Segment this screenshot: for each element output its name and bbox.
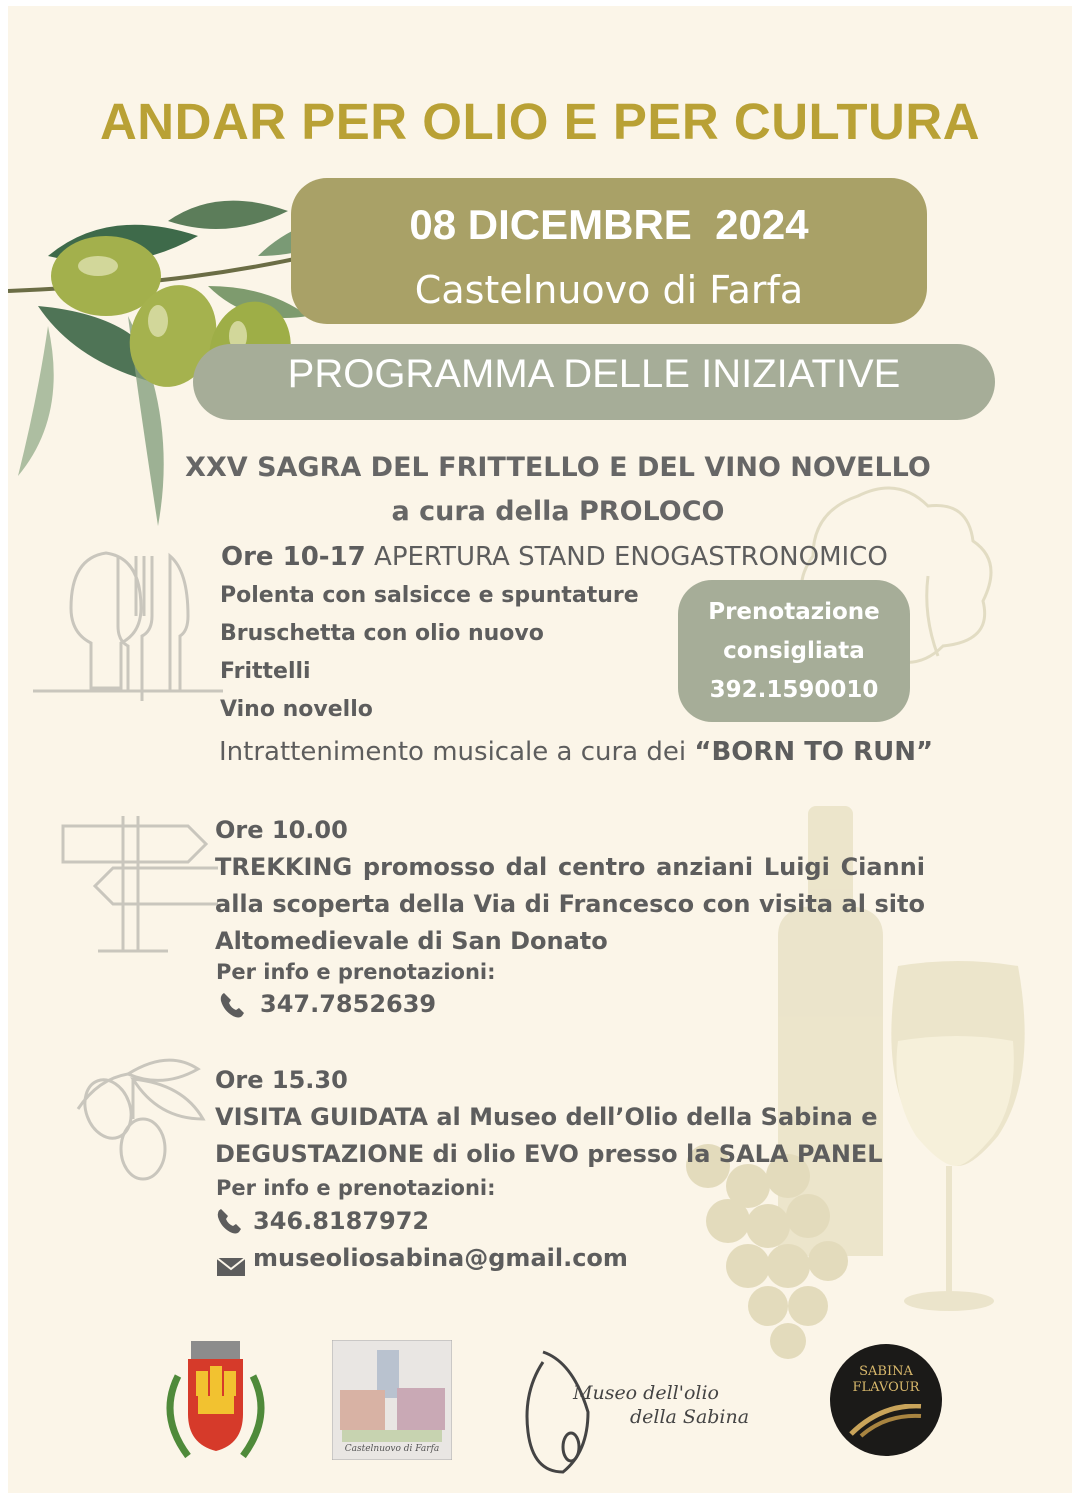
music-band: “BORN TO RUN” <box>694 737 934 767</box>
music-text: Intrattenimento musicale a cura dei <box>219 737 695 767</box>
sabina-flavour-logo <box>830 1344 942 1456</box>
music-line <box>219 737 933 767</box>
trekking-description <box>215 849 925 960</box>
booking-label: Prenotazione <box>708 599 880 625</box>
sagra-title: XXV SAGRA DEL FRITTELLO E DEL VINO NOVELLO <box>185 452 931 483</box>
booking-note: consigliata <box>723 638 865 664</box>
sagra-organizer: a cura della PROLOCO <box>391 496 725 527</box>
proloco-caption: Castelnuovo di Farfa <box>344 1444 440 1454</box>
visit-info-label: Per info e prenotazioni: <box>216 1176 496 1200</box>
phone-icon <box>218 990 248 1020</box>
menu-item-polenta: Polenta con salsicce e spuntature <box>220 583 639 608</box>
trekking-info-label: Per info e prenotazioni: <box>216 960 496 984</box>
stand-text: APERTURA STAND ENOGASTRONOMICO <box>365 542 888 572</box>
visit-time: Ore 15.30 <box>215 1066 348 1094</box>
visit-email[interactable]: museoliosabina@gmail.com <box>253 1244 628 1272</box>
olive-icon <box>73 1054 213 1184</box>
cutlery-icon <box>28 541 228 701</box>
sabina-flavour-emblem <box>846 1404 926 1438</box>
menu-item-vino: Vino novello <box>220 697 373 722</box>
museo-logo-mark <box>523 1342 613 1482</box>
trekking-phone[interactable]: 347.7852639 <box>260 990 437 1018</box>
stand-line <box>221 542 888 572</box>
visit-line-1: VISITA GUIDATA al Museo dell’Olio della Sabina e <box>215 1103 878 1131</box>
stand-hours: Ore 10-17 <box>221 542 366 572</box>
mail-icon <box>215 1254 247 1278</box>
sabina-logo-line-2: FLAVOUR <box>852 1380 920 1395</box>
proloco-logo <box>332 1340 452 1460</box>
menu-item-bruschetta: Bruschetta con olio nuovo <box>220 621 544 646</box>
event-poster <box>8 6 1072 1493</box>
museo-logo-line-1: Museo dell'olio <box>573 1382 719 1404</box>
menu-item-frittelli: Frittelli <box>220 659 311 684</box>
signpost-icon <box>58 806 218 956</box>
program-heading: PROGRAMMA DELLE INIZIATIVE <box>287 352 901 396</box>
event-location: Castelnuovo di Farfa <box>414 268 804 312</box>
comune-coat-of-arms <box>158 1336 273 1471</box>
visit-line-2: DEGUSTAZIONE di olio EVO presso la SALA PANEL <box>215 1140 883 1168</box>
trekking-text: promosso dal centro anziani Luigi Cianni alla scoperta della Via di Francesco con visita al sito Altomedievale di San Donato <box>215 853 925 955</box>
poster-title: ANDAR PER OLIO E PER CULTURA <box>99 93 981 150</box>
museo-logo-line-2: della Sabina <box>630 1406 750 1428</box>
visit-phone[interactable]: 346.8187972 <box>253 1207 430 1235</box>
booking-phone: 392.1590010 <box>709 677 879 703</box>
trekking-time: Ore 10.00 <box>215 816 348 844</box>
trekking-label: TREKKING <box>215 853 353 881</box>
event-date: 08 DICEMBRE 2024 <box>409 201 809 248</box>
sabina-logo-line-1: SABINA <box>859 1364 913 1379</box>
phone-icon <box>215 1206 245 1236</box>
